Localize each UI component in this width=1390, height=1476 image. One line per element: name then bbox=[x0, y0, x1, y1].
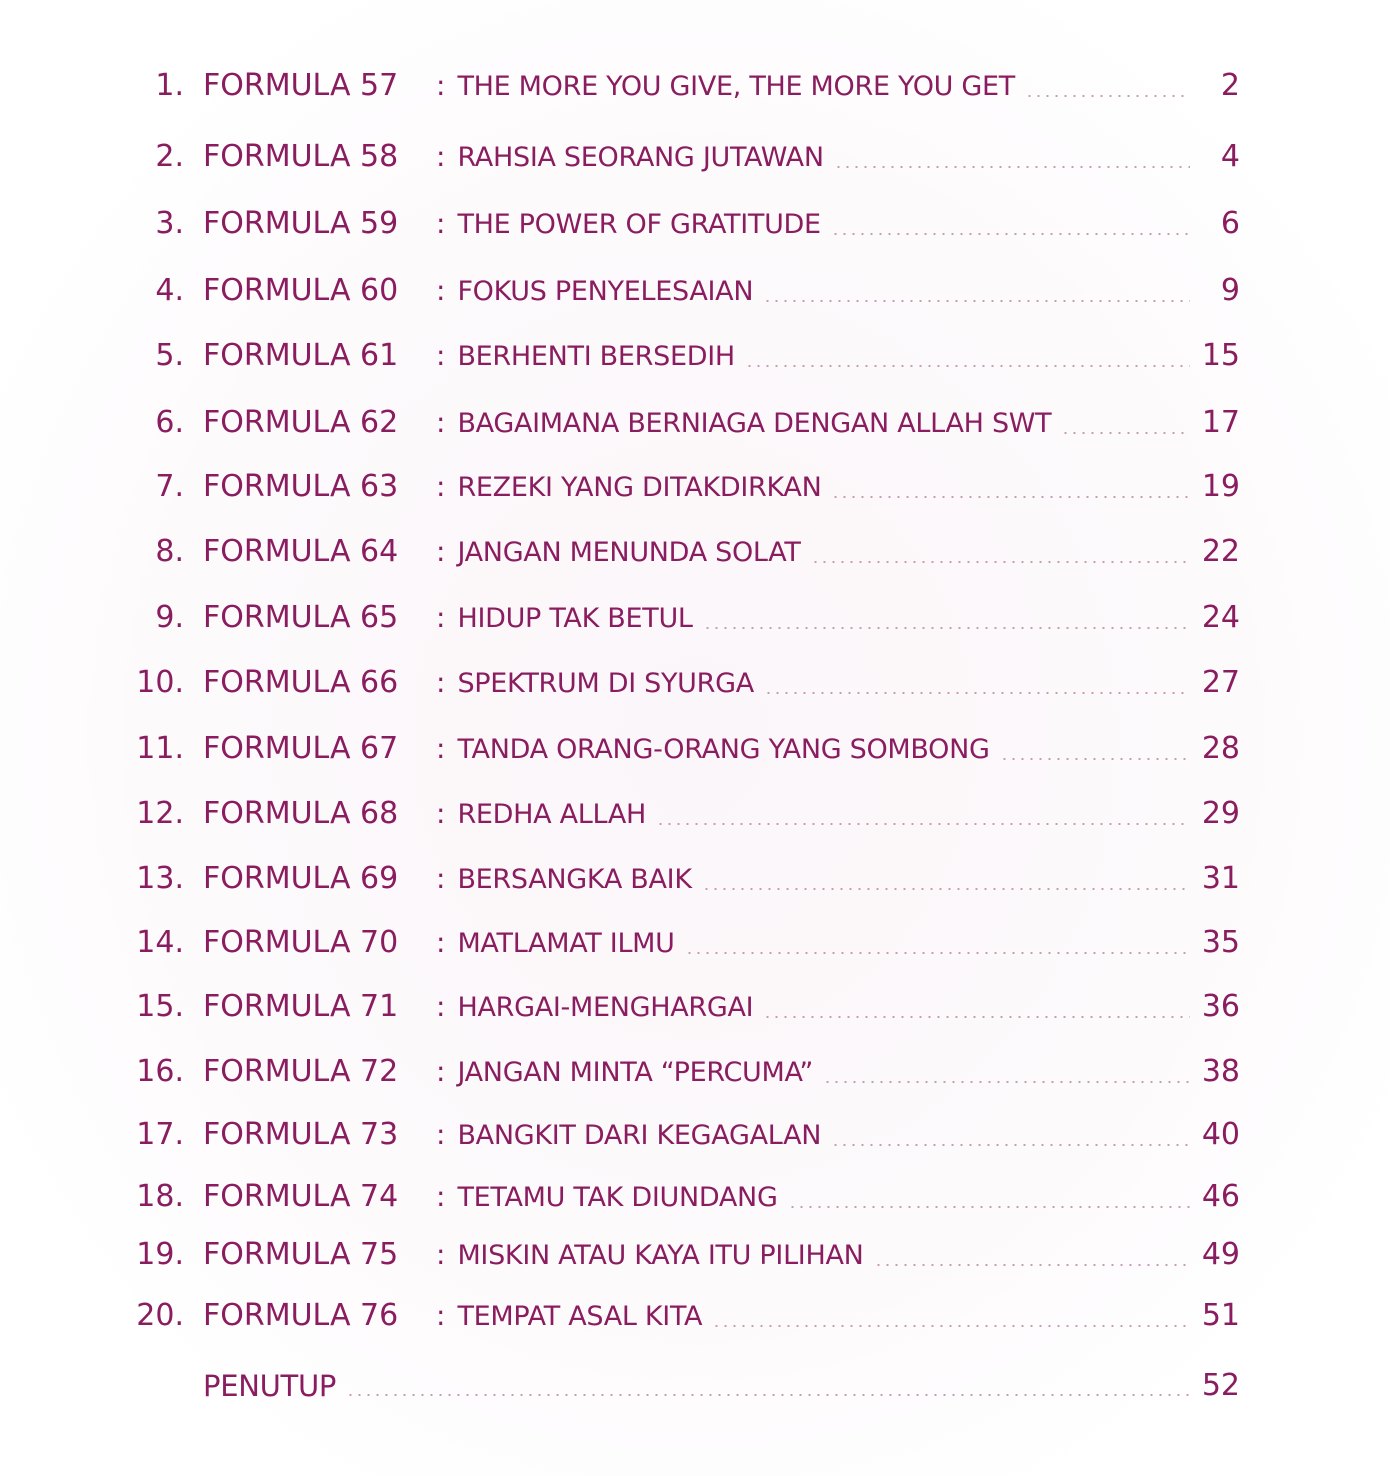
entry-title: THE POWER OF GRATITUDE bbox=[457, 209, 821, 240]
entry-number: 7. bbox=[155, 469, 184, 504]
entry-title: REDHA ALLAH bbox=[457, 799, 647, 830]
entry-page-number: 22 bbox=[1201, 534, 1240, 569]
entry-number: 13. bbox=[136, 861, 184, 896]
entry-formula: FORMULA 71 bbox=[203, 989, 399, 1024]
entry-number: 6. bbox=[155, 405, 184, 440]
entry-number: 17. bbox=[136, 1117, 184, 1152]
entry-page-number: 52 bbox=[1201, 1368, 1240, 1403]
entry-separator: : bbox=[436, 666, 446, 699]
toc-entry[interactable] bbox=[0, 269, 1390, 313]
dot-leader bbox=[1061, 432, 1190, 434]
entry-title: MISKIN ATAU KAYA ITU PILIHAN bbox=[457, 1240, 864, 1271]
entry-page-number: 4 bbox=[1220, 139, 1240, 174]
dot-leader bbox=[823, 1081, 1190, 1083]
entry-title: HIDUP TAK BETUL bbox=[457, 603, 693, 634]
dot-leader bbox=[656, 823, 1190, 825]
entry-number: 16. bbox=[136, 1054, 184, 1089]
entry-separator: : bbox=[436, 797, 446, 830]
entry-page-number: 38 bbox=[1201, 1054, 1240, 1089]
entry-number: 9. bbox=[155, 600, 184, 635]
entry-separator: : bbox=[436, 1180, 446, 1213]
toc-entry[interactable] bbox=[0, 1294, 1390, 1338]
entry-page-number: 24 bbox=[1201, 600, 1240, 635]
entry-separator: : bbox=[436, 1238, 446, 1271]
entry-formula: FORMULA 61 bbox=[203, 338, 399, 373]
entry-separator: : bbox=[436, 339, 446, 372]
entry-formula: FORMULA 60 bbox=[203, 273, 399, 308]
entry-number: 11. bbox=[136, 731, 184, 766]
entry-separator: : bbox=[436, 274, 446, 307]
entry-number: 14. bbox=[136, 925, 184, 960]
entry-separator: : bbox=[436, 1299, 446, 1332]
dot-leader bbox=[811, 561, 1190, 563]
entry-number: 4. bbox=[155, 273, 184, 308]
entry-title: RAHSIA SEORANG JUTAWAN bbox=[457, 142, 824, 173]
entry-page-number: 19 bbox=[1201, 469, 1240, 504]
entry-number: 20. bbox=[136, 1298, 184, 1333]
entry-page-number: 51 bbox=[1201, 1298, 1240, 1333]
entry-formula: FORMULA 69 bbox=[203, 861, 399, 896]
entry-title: BANGKIT DARI KEGAGALAN bbox=[457, 1120, 822, 1151]
dot-leader bbox=[834, 166, 1190, 168]
dot-leader bbox=[831, 233, 1190, 235]
entry-formula: FORMULA 58 bbox=[203, 139, 399, 174]
toc-entry-closing[interactable] bbox=[0, 1364, 1390, 1408]
entry-page-number: 2 bbox=[1220, 68, 1240, 103]
dot-leader bbox=[763, 1016, 1190, 1018]
toc-entry[interactable] bbox=[0, 1113, 1390, 1157]
entry-title: TANDA ORANG-ORANG YANG SOMBONG bbox=[457, 734, 990, 765]
entry-page-number: 49 bbox=[1201, 1237, 1240, 1272]
entry-title: PENUTUP bbox=[203, 1369, 337, 1403]
entry-separator: : bbox=[436, 470, 446, 503]
entry-formula: FORMULA 65 bbox=[203, 600, 399, 635]
toc-entry[interactable] bbox=[0, 857, 1390, 901]
toc-entry[interactable] bbox=[0, 530, 1390, 574]
entry-formula: FORMULA 72 bbox=[203, 1054, 399, 1089]
entry-page-number: 27 bbox=[1201, 665, 1240, 700]
dot-leader bbox=[346, 1394, 1190, 1396]
entry-title: BERHENTI BERSEDIH bbox=[457, 341, 735, 372]
entry-separator: : bbox=[436, 140, 446, 173]
toc-entry[interactable] bbox=[0, 921, 1390, 965]
entry-separator: : bbox=[436, 406, 446, 439]
entry-formula: FORMULA 70 bbox=[203, 925, 399, 960]
entry-formula: FORMULA 57 bbox=[203, 68, 399, 103]
entry-page-number: 46 bbox=[1201, 1179, 1240, 1214]
entry-separator: : bbox=[436, 69, 446, 102]
entry-formula: FORMULA 74 bbox=[203, 1179, 399, 1214]
entry-title: HARGAI-MENGHARGAI bbox=[457, 992, 754, 1023]
entry-title: BERSANGKA BAIK bbox=[457, 864, 692, 895]
entry-number: 15. bbox=[136, 989, 184, 1024]
entry-formula: FORMULA 63 bbox=[203, 469, 399, 504]
toc-entry[interactable] bbox=[0, 727, 1390, 771]
entry-separator: : bbox=[436, 1055, 446, 1088]
dot-leader bbox=[702, 888, 1190, 890]
dot-leader bbox=[1000, 758, 1190, 760]
entry-separator: : bbox=[436, 926, 446, 959]
entry-formula: FORMULA 64 bbox=[203, 534, 399, 569]
dot-leader bbox=[874, 1264, 1190, 1266]
entry-title: SPEKTRUM DI SYURGA bbox=[457, 668, 754, 699]
toc-entry[interactable] bbox=[0, 661, 1390, 705]
entry-page-number: 35 bbox=[1201, 925, 1240, 960]
entry-page-number: 6 bbox=[1220, 206, 1240, 241]
entry-title: MATLAMAT ILMU bbox=[457, 928, 675, 959]
entry-page-number: 29 bbox=[1201, 796, 1240, 831]
entry-separator: : bbox=[436, 990, 446, 1023]
toc-entry[interactable] bbox=[0, 334, 1390, 378]
entry-title: TETAMU TAK DIUNDANG bbox=[457, 1182, 778, 1213]
entry-formula: FORMULA 75 bbox=[203, 1237, 399, 1272]
dot-leader bbox=[831, 1144, 1190, 1146]
dot-leader bbox=[763, 300, 1190, 302]
entry-formula: FORMULA 76 bbox=[203, 1298, 399, 1333]
dot-leader bbox=[685, 952, 1190, 954]
entry-number: 8. bbox=[155, 534, 184, 569]
entry-formula: FORMULA 62 bbox=[203, 405, 399, 440]
entry-number: 2. bbox=[155, 139, 184, 174]
entry-page-number: 40 bbox=[1201, 1117, 1240, 1152]
entry-page-number: 36 bbox=[1201, 989, 1240, 1024]
toc-entry[interactable] bbox=[0, 985, 1390, 1029]
entry-page-number: 17 bbox=[1201, 405, 1240, 440]
entry-title: TEMPAT ASAL KITA bbox=[457, 1301, 703, 1332]
entry-title: BAGAIMANA BERNIAGA DENGAN ALLAH SWT bbox=[457, 408, 1052, 439]
dot-leader bbox=[712, 1325, 1190, 1327]
entry-number: 5. bbox=[155, 338, 184, 373]
entry-separator: : bbox=[436, 601, 446, 634]
entry-formula: FORMULA 67 bbox=[203, 731, 399, 766]
entry-number: 3. bbox=[155, 206, 184, 241]
dot-leader bbox=[831, 496, 1190, 498]
entry-formula: FORMULA 59 bbox=[203, 206, 399, 241]
entry-page-number: 31 bbox=[1201, 861, 1240, 896]
toc-entry[interactable] bbox=[0, 401, 1390, 445]
entry-title: THE MORE YOU GIVE, THE MORE YOU GET bbox=[457, 71, 1015, 102]
dot-leader bbox=[703, 627, 1190, 629]
entry-title: JANGAN MENUNDA SOLAT bbox=[457, 537, 801, 568]
entry-page-number: 15 bbox=[1201, 338, 1240, 373]
toc-entry[interactable] bbox=[0, 1175, 1390, 1219]
entry-number: 18. bbox=[136, 1179, 184, 1214]
entry-formula: FORMULA 66 bbox=[203, 665, 399, 700]
entry-separator: : bbox=[436, 1118, 446, 1151]
toc-entry[interactable] bbox=[0, 465, 1390, 509]
entry-page-number: 9 bbox=[1220, 273, 1240, 308]
dot-leader bbox=[788, 1206, 1190, 1208]
entry-separator: : bbox=[436, 207, 446, 240]
toc-entry[interactable] bbox=[0, 135, 1390, 179]
entry-separator: : bbox=[436, 732, 446, 765]
dot-leader bbox=[745, 365, 1190, 367]
toc-entry[interactable] bbox=[0, 1233, 1390, 1277]
entry-number: 12. bbox=[136, 796, 184, 831]
entry-separator: : bbox=[436, 862, 446, 895]
entry-title: JANGAN MINTA “PERCUMA” bbox=[457, 1057, 814, 1088]
entry-title: REZEKI YANG DITAKDIRKAN bbox=[457, 472, 822, 503]
toc-entry[interactable] bbox=[0, 64, 1390, 108]
entry-formula: FORMULA 73 bbox=[203, 1117, 399, 1152]
entry-page-number: 28 bbox=[1201, 731, 1240, 766]
dot-leader bbox=[1025, 95, 1190, 97]
toc-entry[interactable] bbox=[0, 202, 1390, 246]
entry-number: 1. bbox=[155, 68, 184, 103]
toc-entry[interactable] bbox=[0, 1050, 1390, 1094]
entry-number: 10. bbox=[136, 665, 184, 700]
entry-title: FOKUS PENYELESAIAN bbox=[457, 276, 754, 307]
entry-separator: : bbox=[436, 535, 446, 568]
entry-number: 19. bbox=[136, 1237, 184, 1272]
dot-leader bbox=[764, 692, 1190, 694]
toc-entry[interactable] bbox=[0, 792, 1390, 836]
toc-entry[interactable] bbox=[0, 596, 1390, 640]
entry-formula: FORMULA 68 bbox=[203, 796, 399, 831]
